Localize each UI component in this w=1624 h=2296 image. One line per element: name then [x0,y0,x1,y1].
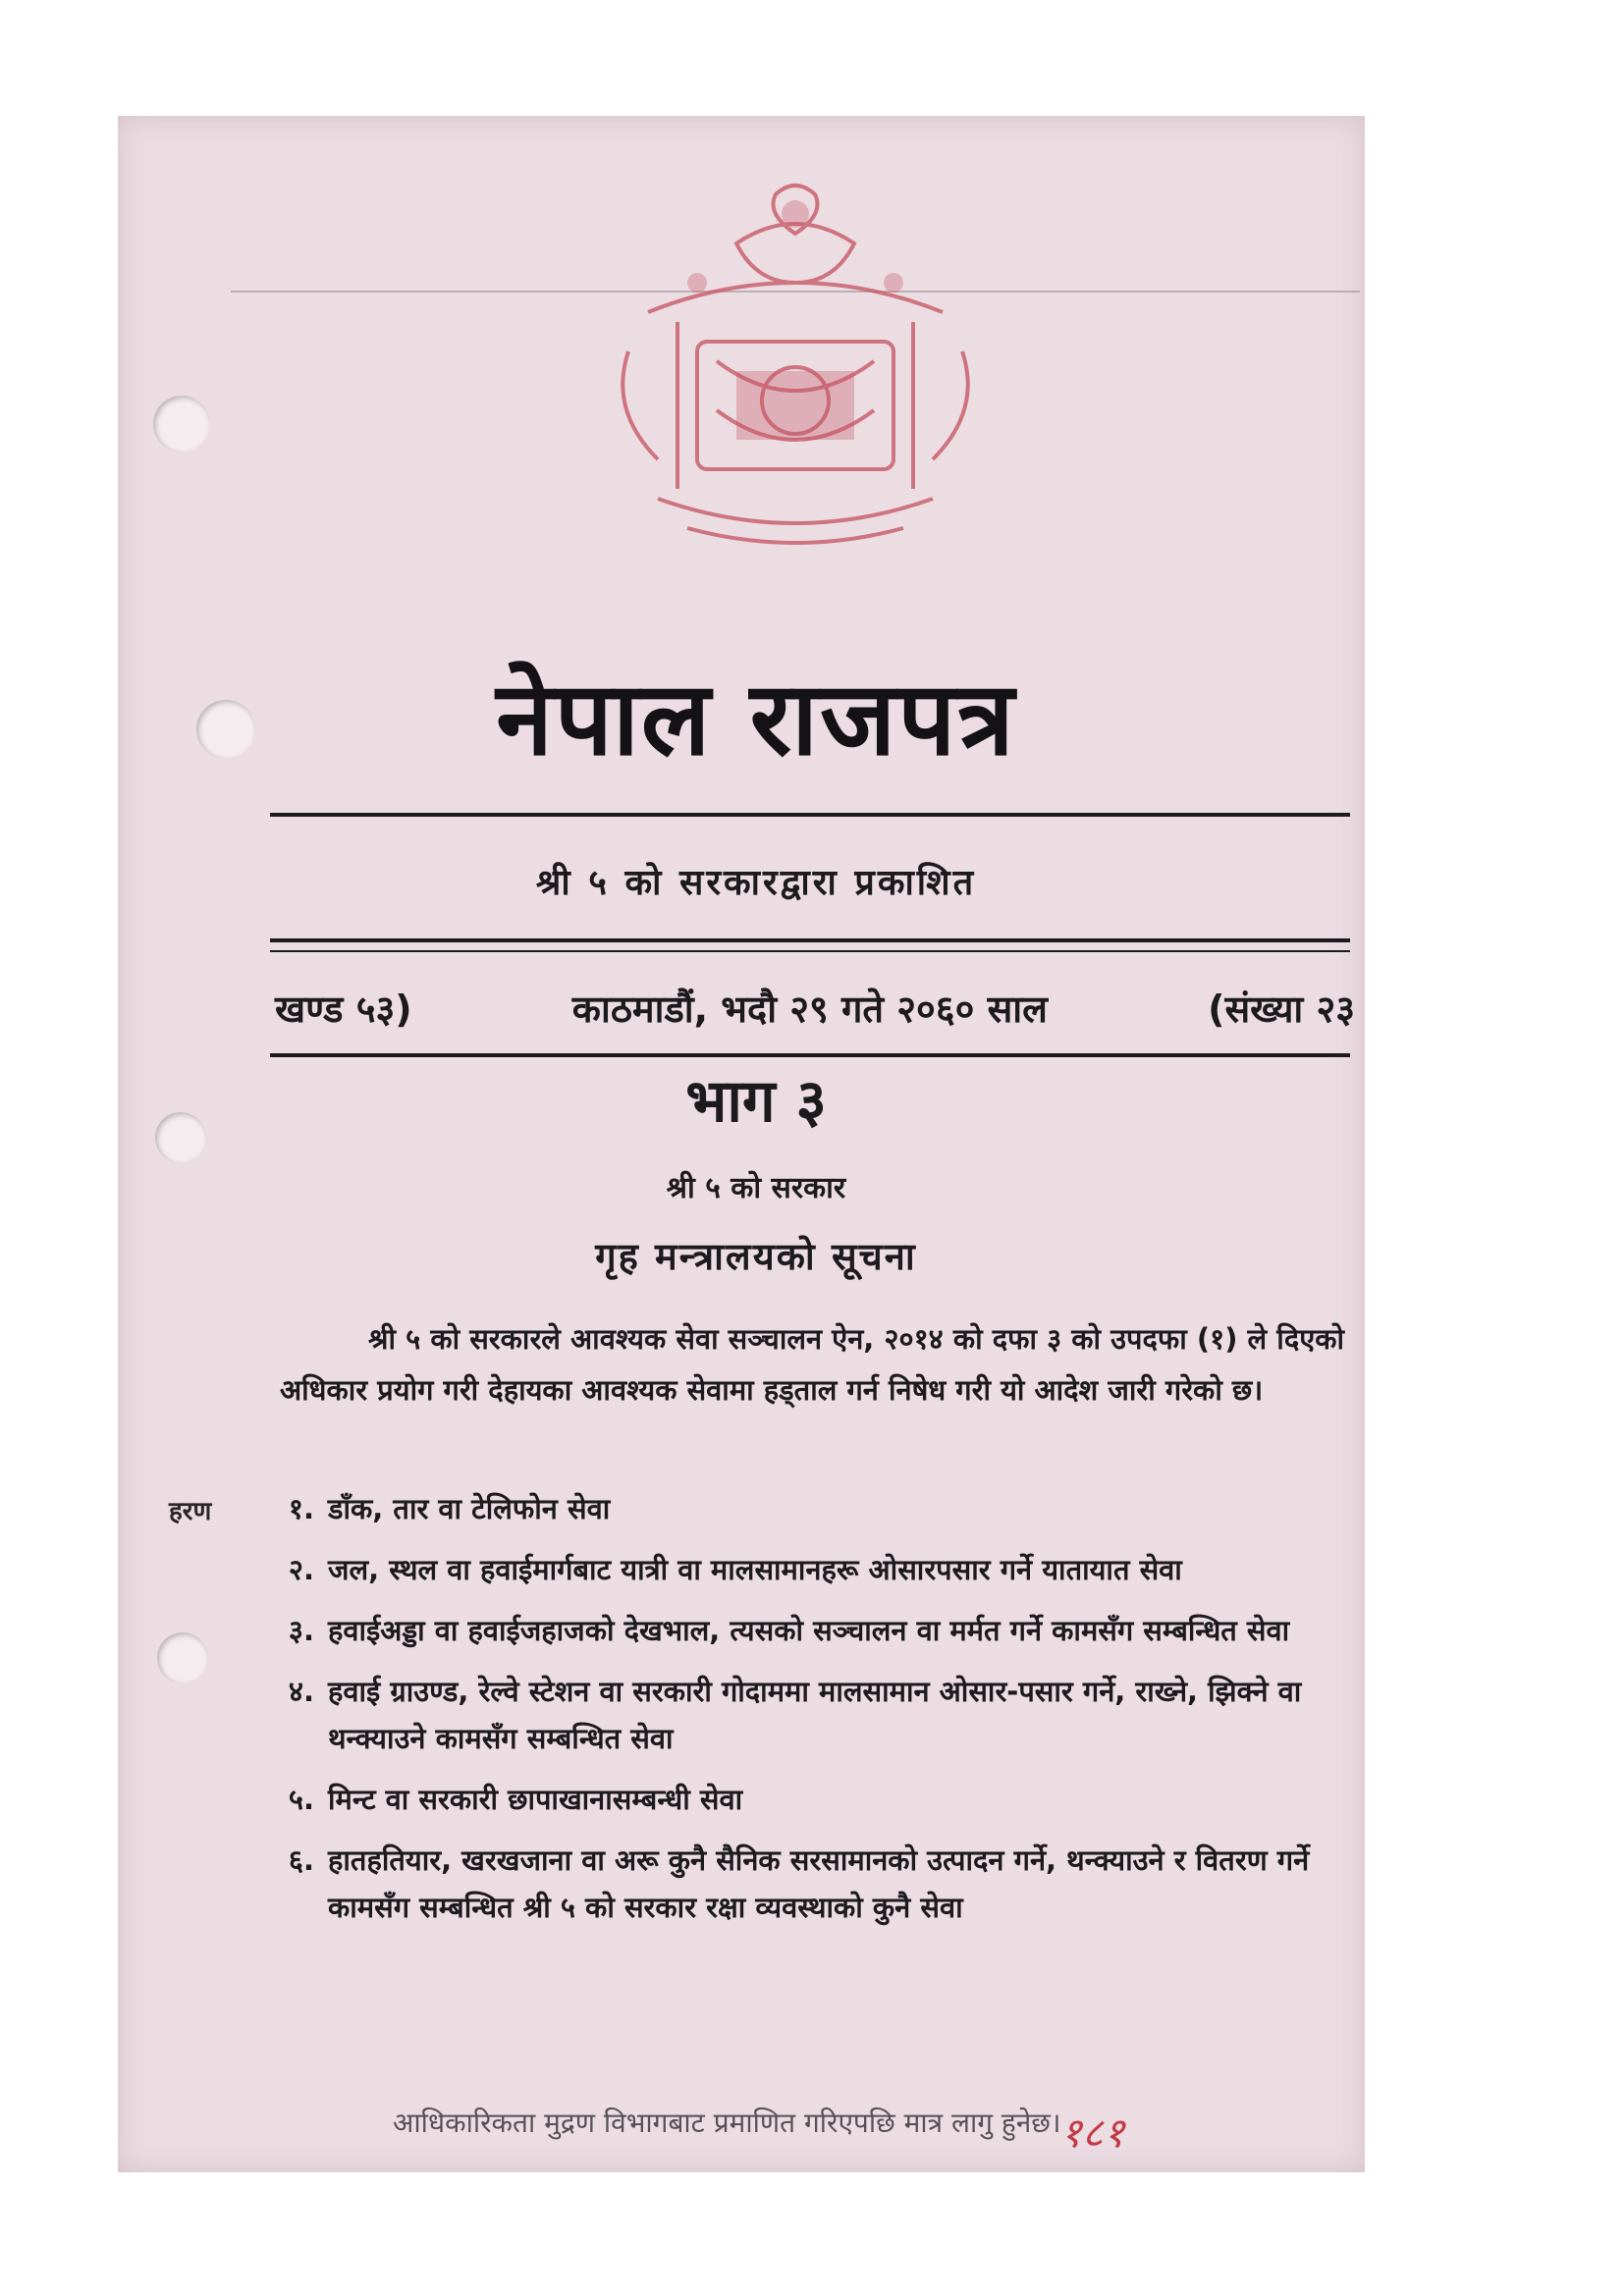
footer-authenticity-note: आधिकारिकता मुद्रण विभागबाट प्रमाणित गरिएपछि मात्र लागु हुनेछ। [393,2107,1061,2139]
service-item-number: २. [288,1553,314,1586]
service-item-text: हातहतियार, खरखजाना वा अरू कुनै सैनिक सरसामानको उत्पादन गर्ने, थन्क्याउने र वितरण गर्ने कामसँग सम्बन्धित श्री ५ को सरकार रक्षा व्यवस्थाको कुनै सेवा [328,1843,1310,1924]
punch-hole-top [153,396,210,453]
service-item-text: डाँक, तार वा टेलिफोन सेवा [328,1492,611,1525]
notice-title: गृह मन्त्रालयको सूचना [595,1235,917,1278]
publisher-line: श्री ५ को सरकारद्वारा प्रकाशित [535,863,977,903]
gazette-page [118,116,1365,2172]
service-item-number: ६. [288,1843,314,1877]
service-item [236,1546,1365,1593]
service-item [236,1485,1365,1532]
issue-line [275,983,1355,1034]
service-item [236,1776,1365,1823]
masthead-rule [270,813,1350,817]
service-item [236,1668,1365,1762]
punch-hole-lower [155,1112,206,1163]
issue-rule [270,1053,1350,1057]
punch-hole-bottom [157,1632,208,1683]
part-heading: भाग ३ [685,1067,827,1136]
service-item-text: मिन्ट वा सरकारी छापाखानासम्बन्धी सेवा [328,1783,743,1816]
service-item-number: ३. [288,1614,314,1647]
service-item-text: हवाई ग्राउण्ड, रेल्वे स्टेशन वा सरकारी गोदाममा मालसामान ओसार-पसार गर्ने, राख्ने, झिक्ने वा थन्क्याउने कामसँग सम्बन्धित सेवा [328,1675,1302,1755]
services-list [236,1485,1365,1945]
service-item-text: हवाईअड्डा वा हवाईजहाजको देखभाल, त्यसको सञ्चालन वा मर्मत गर्ने कामसँग सम्बन्धित सेवा [328,1614,1290,1647]
double-rule-top [270,938,1350,942]
punch-hole-middle [196,700,255,759]
notice-body-paragraph: श्री ५ को सरकारले आवश्यक सेवा सञ्चालन ऐन, २०१४ को दफा ३ को उपदफा (१) ले दिएको अधिकार प्रयोग गरी देहायका आवश्यक सेवामा हड्ताल गर्न निषेध गरी यो आदेश जारी गरेको छ। [280,1322,1345,1407]
issue-number: (संख्या २३ [1208,988,1355,1031]
issue-place-date: काठमाडौं, भदौ २९ गते २०६० साल [571,988,1048,1031]
margin-note: हरण [169,1497,212,1526]
handwritten-number: १८१ [1060,2109,1125,2157]
service-item-number: ४. [288,1675,314,1708]
masthead-title: नेपाल राजपत्र [496,659,1016,778]
royal-coat-of-arms-seal [589,175,1001,567]
issue-volume: खण्ड ५३) [275,988,412,1031]
service-item [236,1837,1365,1931]
service-item-number: ५. [288,1783,314,1816]
service-item-text: जल, स्थल वा हवाईमार्गबाट यात्री वा मालसामानहरू ओसारपसार गर्ने यातायात सेवा [328,1553,1182,1586]
issuer-line: श्री ५ को सरकार [666,1171,846,1205]
double-rule-bottom [270,950,1350,952]
service-item-number: १. [288,1492,314,1525]
service-item [236,1607,1365,1654]
